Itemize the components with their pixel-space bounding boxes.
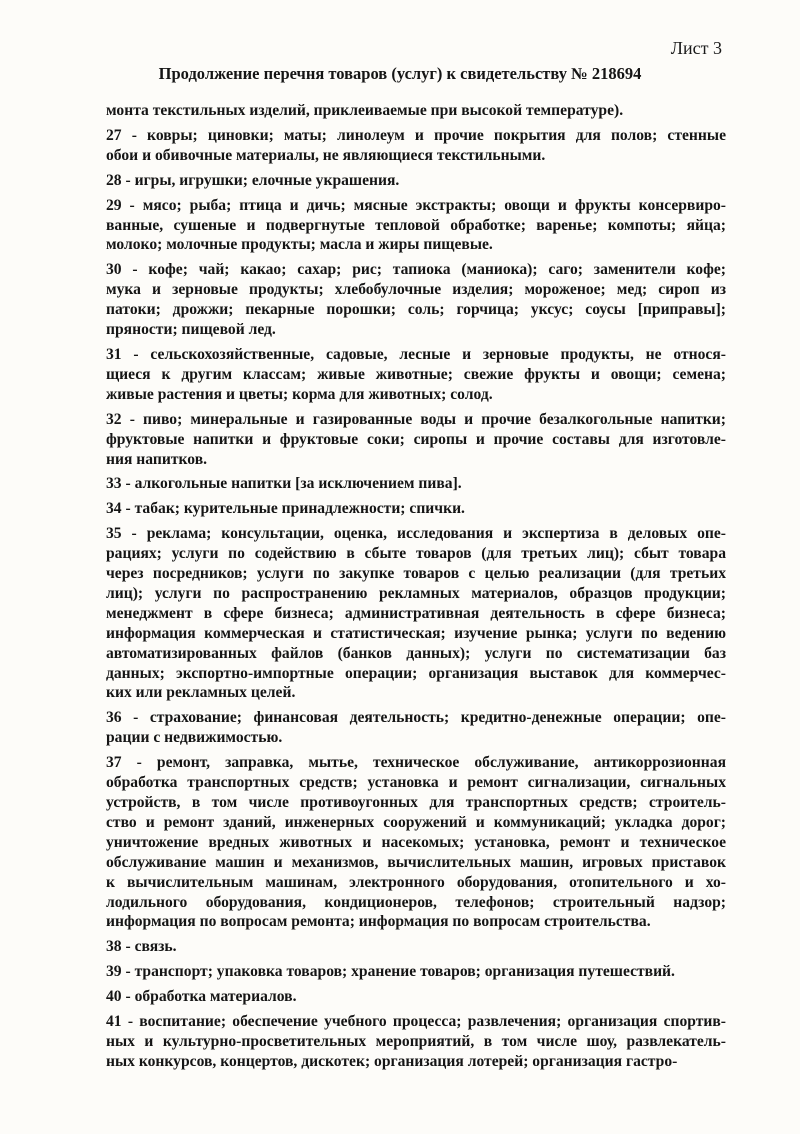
class-paragraph bbox=[106, 937, 726, 957]
goods-services-list bbox=[106, 101, 726, 1077]
text-line: молоко; молочные продукты; масла и жиры пищевые. bbox=[106, 236, 493, 254]
text-line: патоки; дрожжи; пекарные порошки; соль; горчица; уксус; соусы [приправы]; bbox=[106, 301, 726, 319]
text-line: ких или рекламных целей. bbox=[106, 684, 296, 702]
text-line: монта текстильных изделий, приклеиваемые при высокой температуре). bbox=[106, 102, 624, 119]
text-line: уничтожение вредных животных и насекомых; установка, ремонт и техническое bbox=[106, 833, 726, 851]
class-paragraph bbox=[106, 524, 726, 703]
class-paragraph bbox=[106, 474, 726, 494]
class-paragraph bbox=[106, 126, 726, 166]
text-line: живые растения и цветы; корма для животных; солод. bbox=[106, 385, 493, 403]
class-paragraph bbox=[106, 196, 726, 256]
text-line: ных конкурсов, концертов, дискотек; организация лотерей; организация гастро- bbox=[106, 1052, 678, 1070]
text-line: рациях; услуги по содействию в сбыте товаров (для третьих лиц); сбыт товара bbox=[106, 545, 726, 563]
text-line: 32 - пиво; минеральные и газированные воды и прочие безалкогольные напитки; bbox=[106, 410, 726, 428]
text-line: ванные, сушеные и подвергнутые тепловой обработке; варенье; компоты; яйца; bbox=[106, 216, 726, 234]
text-line: пряности; пищевой лед. bbox=[106, 321, 276, 339]
class-paragraph bbox=[106, 345, 726, 405]
text-line: рации с недвижимостью. bbox=[106, 729, 283, 747]
class-paragraph bbox=[106, 962, 726, 982]
text-line: автоматизированных файлов (банков данных); услуги по систематизации баз bbox=[106, 644, 726, 662]
text-line: ных и культурно-просветительных мероприятий, в том числе шоу, развлекатель- bbox=[106, 1032, 726, 1050]
text-line: щиеся к другим классам; живые животные; свежие фрукты и овощи; семена; bbox=[106, 365, 726, 383]
text-line: 33 - алкогольные напитки [за исключением пива]. bbox=[106, 475, 462, 493]
text-line: 34 - табак; курительные принадлежности; спички. bbox=[106, 500, 465, 518]
text-line: через посредников; услуги по закупке товаров с целью реализации (для третьих bbox=[106, 565, 726, 583]
text-line: 37 - ремонт, заправка, мытье, техническое обслуживание, антикоррозионная bbox=[106, 754, 726, 772]
text-line: 35 - реклама; консультации, оценка, исследования и экспертиза в деловых опе- bbox=[106, 525, 726, 543]
text-line: мука и зерновые продукты; хлебобулочные изделия; мороженое; мед; сироп из bbox=[106, 281, 726, 299]
text-line: менеджмент в сфере бизнеса; административная деятельность в сфере бизнеса; bbox=[106, 604, 726, 622]
text-line: информация по вопросам ремонта; информация по вопросам строительства. bbox=[106, 913, 651, 931]
text-line: ния напитков. bbox=[106, 450, 208, 468]
text-line: 39 - транспорт; упаковка товаров; хранение товаров; организация путешествий. bbox=[106, 963, 675, 981]
text-line: данных; экспортно-импортные операции; организация выставок для коммерчес- bbox=[106, 664, 726, 682]
text-line: 28 - игры, игрушки; елочные украшения. bbox=[106, 171, 400, 189]
text-line: 40 - обработка материалов. bbox=[106, 988, 297, 1006]
class-paragraph bbox=[106, 101, 726, 121]
text-line: 27 - ковры; циновки; маты; линолеум и прочие покрытия для полов; стенные bbox=[106, 126, 726, 144]
class-paragraph bbox=[106, 499, 726, 519]
page-title: Продолжение перечня товаров (услуг) к свидетельству № 218694 bbox=[158, 64, 642, 83]
text-line: ство и ремонт зданий, инженерных сооружений и коммуникаций; укладка дорог; bbox=[106, 813, 726, 831]
text-line: обслуживание машин и механизмов, вычислительных машин, игровых приставок bbox=[106, 853, 726, 871]
text-line: 30 - кофе; чай; какао; сахар; рис; тапиока (маниока); саго; заменители кофе; bbox=[106, 261, 726, 279]
class-paragraph bbox=[106, 260, 726, 340]
class-paragraph bbox=[106, 708, 726, 748]
text-line: к вычислительным машинам, электронного оборудования, отопительного и хо- bbox=[106, 873, 726, 891]
text-line: фруктовые напитки и фруктовые соки; сиропы и прочие составы для изготовле- bbox=[106, 430, 726, 448]
text-line: 41 - воспитание; обеспечение учебного процесса; развлечения; организация спортив- bbox=[106, 1013, 726, 1031]
text-line: 31 - сельскохозяйственные, садовые, лесные и зерновые продукты, не относя- bbox=[106, 345, 726, 363]
text-line: информация коммерческая и статистическая; изучение рынка; услуги по ведению bbox=[106, 624, 726, 642]
text-line: 29 - мясо; рыба; птица и дичь; мясные экстракты; овощи и фрукты консервиро- bbox=[106, 196, 726, 214]
class-paragraph bbox=[106, 987, 726, 1007]
text-line: обои и обивочные материалы, не являющиеся текстильными. bbox=[106, 146, 546, 164]
class-paragraph bbox=[106, 171, 726, 191]
sheet-number: Лист 3 bbox=[670, 38, 722, 58]
class-paragraph bbox=[106, 1012, 726, 1072]
text-line: 38 - связь. bbox=[106, 938, 177, 956]
text-line: лиц); услуги по распространению рекламных материалов, образцов продукции; bbox=[106, 584, 726, 602]
text-line: лодильного оборудования, кондиционеров, телефонов; строительный надзор; bbox=[106, 893, 726, 911]
class-paragraph bbox=[106, 753, 726, 932]
text-line: устройств, в том числе противоугонных для транспортных средств; строитель- bbox=[106, 794, 726, 811]
text-line: обработка транспортных средств; установка и ремонт сигнализации, сигнальных bbox=[106, 774, 726, 792]
text-line: 36 - страхование; финансовая деятельность; кредитно-денежные операции; опе- bbox=[106, 709, 726, 727]
class-paragraph bbox=[106, 410, 726, 470]
